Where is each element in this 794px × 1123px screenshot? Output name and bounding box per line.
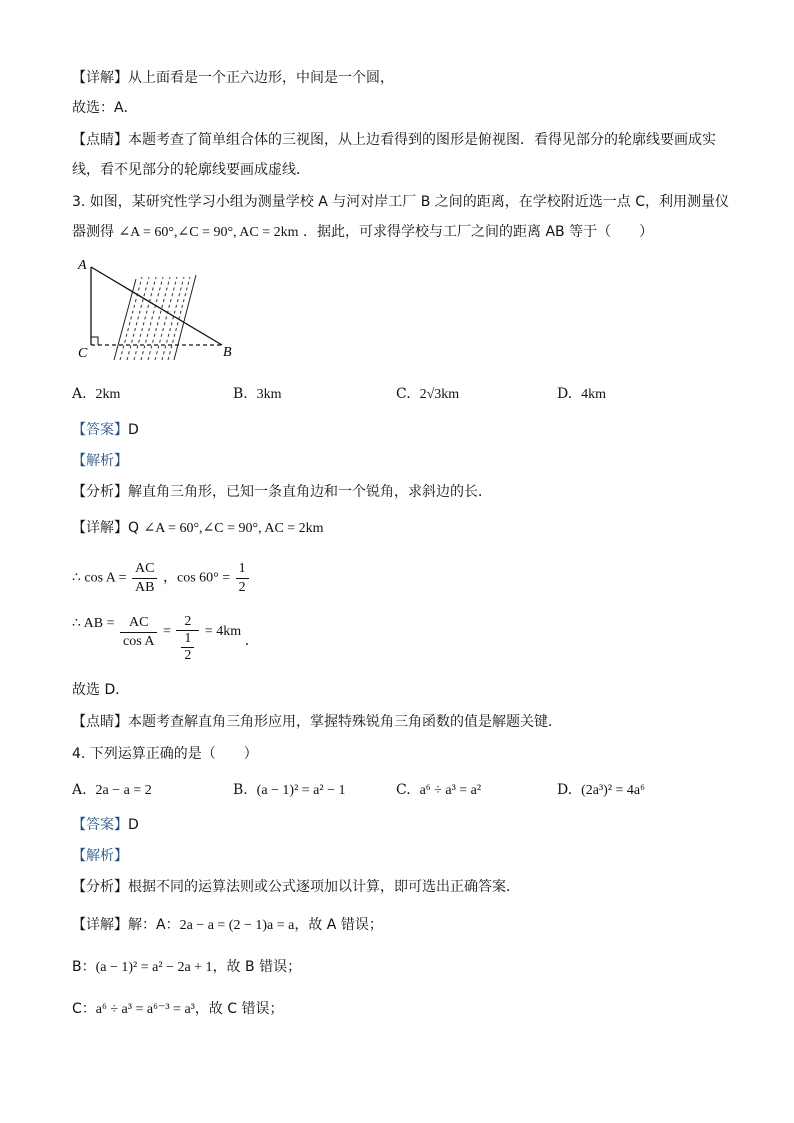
fraction-numerator: AC (120, 614, 158, 633)
option-label: A. (72, 782, 87, 798)
fraction-ac-ab (132, 560, 157, 597)
q3-stem-prefix: 器测得 (72, 224, 119, 240)
inner-fraction-half (181, 631, 194, 664)
fraction-denominator: AB (135, 580, 155, 595)
label-a: A (78, 258, 87, 273)
option-label: D. (557, 386, 573, 402)
q4-option-c (396, 780, 481, 801)
fraction-numerator: 1 (236, 560, 249, 579)
fraction-denominator (176, 631, 199, 664)
option-value: 2a − a = 2 (95, 783, 152, 798)
q3-analysis: 【分析】解直角三角形，已知一条直角边和一个锐角，求斜边的长． (72, 484, 492, 500)
period: ． (244, 634, 259, 649)
q4-option-d (557, 780, 645, 801)
q3-analysis-tag: 【解析】 (72, 453, 128, 469)
result-4km: = 4km (204, 624, 242, 639)
equals-sign: = (162, 624, 171, 639)
detail-prefix: 【详解】解：A： (72, 917, 180, 933)
q4-detail-c (72, 999, 284, 1020)
q3-option-a (72, 384, 120, 405)
q3-answer (72, 420, 139, 440)
option-value: 2km (95, 387, 121, 402)
fraction-one-half (236, 560, 249, 597)
fraction-denominator: 2 (184, 648, 192, 663)
fraction-two-over-half (176, 614, 199, 664)
q3-option-c (396, 384, 459, 405)
q3-step-ab (72, 614, 259, 670)
q3-given-conditions: ∠A = 60°,∠C = 90°, AC = 2km (118, 225, 299, 240)
option-label: C. (396, 782, 411, 798)
answer-value: D (128, 817, 139, 833)
q3-stem-line1: 3. 如图，某研究性学习小组为测量学校 A 与河对岸工厂 B 之间的距离，在学校附近选一点 C，利用测量仪 (72, 194, 730, 210)
option-value: (a − 1)² = a² − 1 (256, 783, 346, 798)
fraction-numerator: AC (132, 560, 157, 579)
option-label: A. (72, 386, 87, 402)
detail-suffix: ，故 A 错误； (294, 917, 383, 933)
option-value: a⁶ ÷ a³ = a² (419, 783, 482, 798)
q4-option-a (72, 780, 152, 801)
fraction-ac-cosa (120, 614, 158, 651)
q4-analysis: 【分析】根据不同的运算法则或公式逐项加以计算，即可选出正确答案． (72, 879, 520, 895)
answer-tag: 【答案】 (72, 817, 128, 833)
q4-detail-a (72, 915, 383, 936)
label-c: C (78, 346, 88, 361)
option-label: D. (557, 782, 573, 798)
choice-line: 故选：A． (72, 100, 138, 116)
option-label: B. (233, 386, 248, 402)
fraction-denominator: 2 (238, 580, 246, 595)
summary-line-cont: 线，看不见部分的轮廓线要画成虚线． (72, 162, 310, 178)
q3-summary: 【点睛】本题考查解直角三角形应用，掌握特殊锐角三角函数的值是解题关键． (72, 714, 562, 730)
option-value: 4km (581, 387, 606, 402)
side-ab (91, 267, 222, 345)
detail-conditions: ∠A = 60°,∠C = 90°, AC = 2km (143, 521, 324, 536)
answer-tag: 【答案】 (72, 422, 128, 438)
fraction-numerator: 2 (176, 614, 199, 631)
step-ab-prefix: ∴ AB = (72, 616, 115, 631)
option-label: B. (233, 782, 248, 798)
q3-stem-suffix: ．据此，可求得学校与工厂之间的距离 AB 等于（ ） (298, 224, 654, 240)
detail-math: a⁶ ÷ a³ = a⁶⁻³ = a³ (95, 1002, 195, 1017)
detail-math: 2a − a = (2 − 1)a = a (179, 918, 295, 933)
q3-option-d (557, 384, 606, 405)
option-label: C. (396, 386, 411, 402)
detail-math: (a − 1)² = a² − 2a + 1 (95, 960, 213, 975)
q4-answer (72, 815, 139, 835)
detail-suffix: ，故 C 错误； (194, 1001, 284, 1017)
fraction-numerator: 1 (181, 631, 194, 648)
triangle-river-figure (72, 255, 242, 370)
label-b: B (223, 345, 232, 360)
explanation-line: 【详解】从上面看是一个正六边形，中间是一个圆， (72, 70, 394, 86)
detail-suffix: ，故 B 错误； (212, 959, 302, 975)
step-cos-mid: ，cos 60° = (162, 570, 231, 586)
fraction-denominator: cos A (122, 634, 155, 649)
right-angle-mark (91, 337, 98, 345)
q4-detail-b (72, 957, 301, 978)
q3-option-b (233, 384, 282, 405)
q4-stem: 4. 下列运算正确的是（ ） (72, 746, 258, 762)
option-value: 2√3km (419, 387, 460, 402)
q4-option-b (233, 780, 346, 801)
q4-analysis-tag: 【解析】 (72, 848, 128, 864)
river-bank-right (174, 275, 196, 360)
option-value: (2a³)² = 4a⁶ (581, 783, 646, 798)
river-dashed-lines (120, 277, 190, 360)
q3-step-cos (72, 560, 251, 597)
answer-value: D (128, 422, 139, 438)
q3-stem-line2 (72, 222, 653, 243)
option-value: 3km (256, 387, 282, 402)
detail-prefix: 【详解】Q (72, 520, 144, 536)
q3-choose: 故选 D． (72, 682, 130, 698)
detail-prefix: B： (72, 959, 96, 975)
q3-detail-line (72, 518, 324, 539)
step-cos-prefix: ∴ cos A = (72, 570, 127, 586)
summary-line: 【点睛】本题考查了简单组合体的三视图，从上边看得到的图形是俯视图．看得见部分的轮廓线要画成实 (72, 132, 716, 148)
detail-prefix: C： (72, 1001, 96, 1017)
